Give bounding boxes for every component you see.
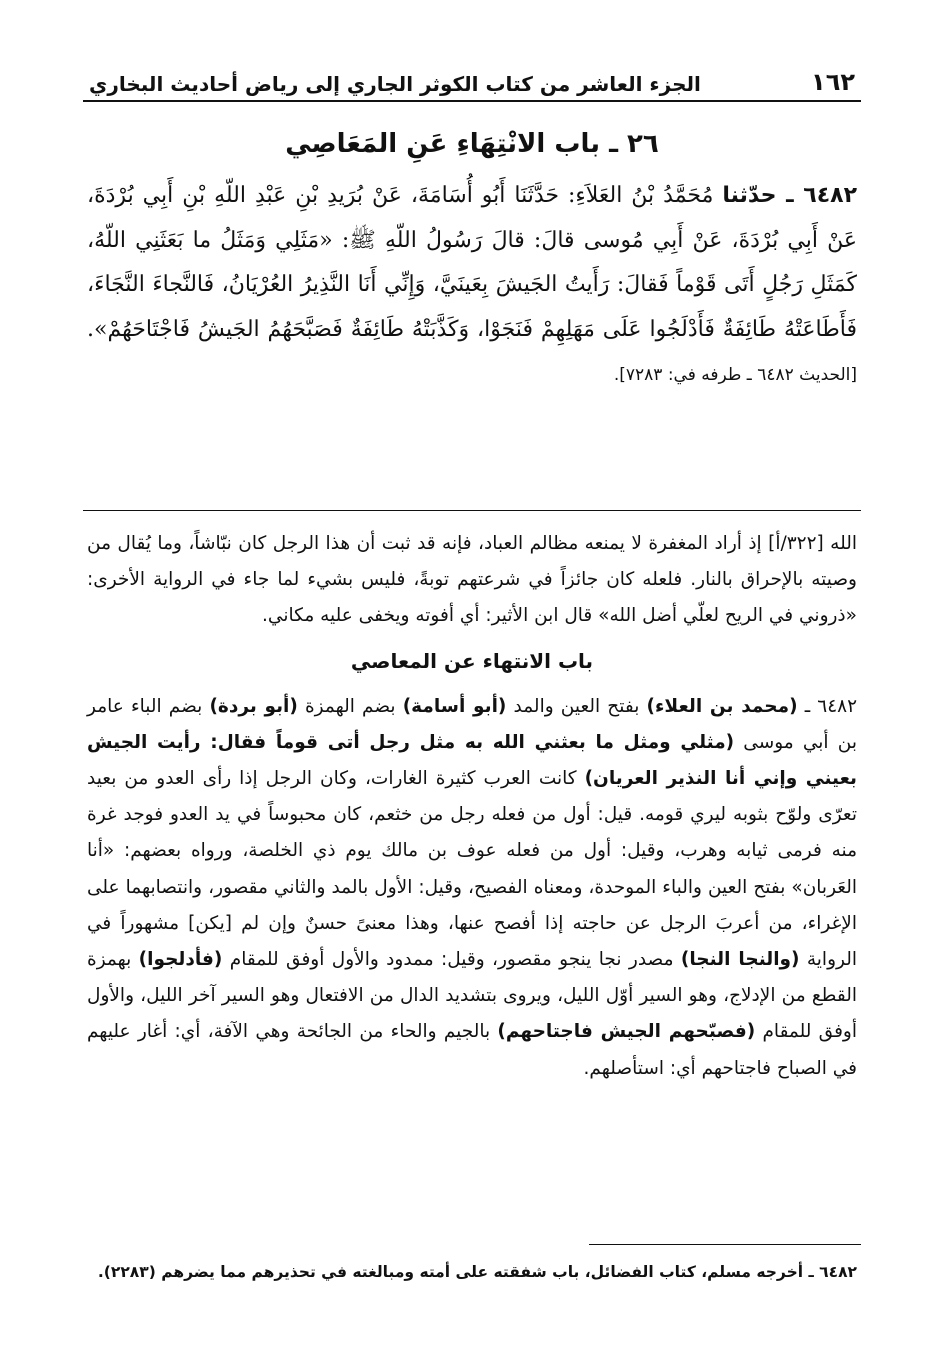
text-segment: مصدر نجا ينجو مقصور، وقيل: ممدود والأول أوفق للمقام	[222, 949, 681, 971]
page-number: ١٦٢	[811, 68, 855, 96]
text-segment: بالجيم والحاء من الجائحة وهي الآفة، أي: أغار عليهم في الصباح فاجتاحهم أي: استأصلهم.	[87, 1021, 857, 1079]
footnote-divider	[589, 1244, 861, 1245]
bold-quote-segment: (مثلي ومثل ما بعثني الله به مثل رجل أتى قوماً فقال: رأيت الجيش بعيني وإني أنا النذير العريان)	[87, 731, 857, 790]
hadith-body: مُحَمَّدُ بْنُ العَلاَءِ: حَدَّثَنَا أَبُو أُسَامَةَ، عَنْ بُرَيدِ بْنِ عَبْدِ اللّهِ بْنِ أَبِي بُرْدَةَ، عَنْ أَبِي بُرْدَةَ، عَنْ أَبِي مُوسى قالَ: قالَ رَسُولُ اللّهِ ﷺ: «مَثَلِي وَمَثَلُ ما بَعَثَنِي اللّهُ، كَمَثَلِ رَجُلٍ أَتَى قَوْماً فَقالَ: رَأَيتُ الجَيشَ بِعَينَيَّ، وَإِنِّي أَنَا النَّذِيرُ العُرْيَانُ، فَالنَّجاءَ النَّجَاءَ، فَأَطَاعَتْهُ طَائِفَةٌ فَأَدْلَجُوا عَلَى مَهَلِهِمْ فَنَجَوْا، وَكَذَّبَتْهُ طَائِفَةٌ فَصَبَّحَهُمُ الجَيشُ فَاجْتَاحَهُمْ».	[87, 183, 857, 342]
bold-quote-segment: (فأدلجوا)	[138, 949, 223, 971]
running-header	[83, 58, 861, 102]
running-title: الجزء العاشر من كتاب الكوثر الجاري إلى رياض أحاديث البخاري	[89, 72, 701, 96]
bold-quote-segment: (والنجا النجا)	[680, 949, 800, 971]
commentary-block	[83, 526, 861, 1087]
bold-quote-segment: (أبو بردة)	[209, 695, 298, 717]
book-page	[83, 58, 861, 1318]
commentary-body	[87, 689, 857, 1087]
bold-quote-segment: (فصبّحهم الجيش فاجتاحهم)	[497, 1021, 756, 1043]
hadith-lead: ٦٤٨٢ ـ حدّثنا	[722, 183, 857, 208]
bold-quote-segment: (محمد بن العلاء)	[646, 695, 798, 717]
chapter-title: ٢٦ ـ باب الانْتِهَاءِ عَنِ المَعَاصِي	[285, 129, 659, 159]
hadith-text-block	[83, 174, 861, 398]
text-segment: بضم الهمزة	[297, 695, 403, 717]
text-segment: بضم الباء عامر بن أبي موسى	[87, 695, 857, 753]
commentary-subheading: باب الانتهاء عن المعاصي	[350, 648, 594, 673]
text-segment: كانت العرب كثيرة الغارات، وكان الرجل إذا رأى العدو من بعيد تعرّى ولوّح بثوبه ليري قومه. قيل: أول من فعله رجل من خثعم، كان محبوساً في يد العدو فوجد غرة منه فرمى ثيابه وهرب، وقيل: أول من فعله عوف بن مالك يوم ذي الخلصة، ورواه بعضهم: «أنا العَربان» بفتح العين والباء الموحدة، ومعناه الفصيح، وقيل: الأول بالمد والثاني مقصور، وانتصابهما على الإغراء، من أعربَ الرجل عن حاجته إذا أفصح عنها، وهذا معنىً حسنٌ وإن لم [يكن] مشهوراً في الرواية	[87, 768, 857, 971]
section-divider	[83, 510, 861, 511]
text-segment: بهمزة القطع من الإدلاج، وهو السير أوّل الليل، ويروى بتشديد الدال من الافتعال وهو السير آخر الليل، والأول أوفق للمقام	[87, 949, 857, 1043]
commentary-intro: الله [٣٢٢/أ] إذ أراد المغفرة لا يمنعه مظالم العباد، فإنه قد ثبت أن هذا الرجل كان نبّاشاً، وما يُقال من وصيته بالإحراق بالنار. فلعله كان جائزاً في شرعتهم توبةً، فليس بشيء لما جاء في الرواية الأخرى: «ذروني في الريح لعلّي أضل الله» قال ابن الأثير: أي أفوته ويخفى عليه مكاني.	[87, 533, 857, 627]
text-segment: ٦٤٨٢ ـ	[797, 695, 858, 717]
footnote: ٦٤٨٢ ـ أخرجه مسلم، كتاب الفضائل، باب شفقته على أمته ومبالغته في تحذيرهم مما يضرهم (٢٢٨٣).	[97, 1263, 857, 1281]
text-segment: بفتح العين والمد	[506, 695, 647, 717]
bold-quote-segment: (أبو أسامة)	[402, 695, 507, 717]
hadith-reference: [الحديث ٦٤٨٢ ـ طرفه في: ٧٢٨٣].	[613, 365, 857, 385]
